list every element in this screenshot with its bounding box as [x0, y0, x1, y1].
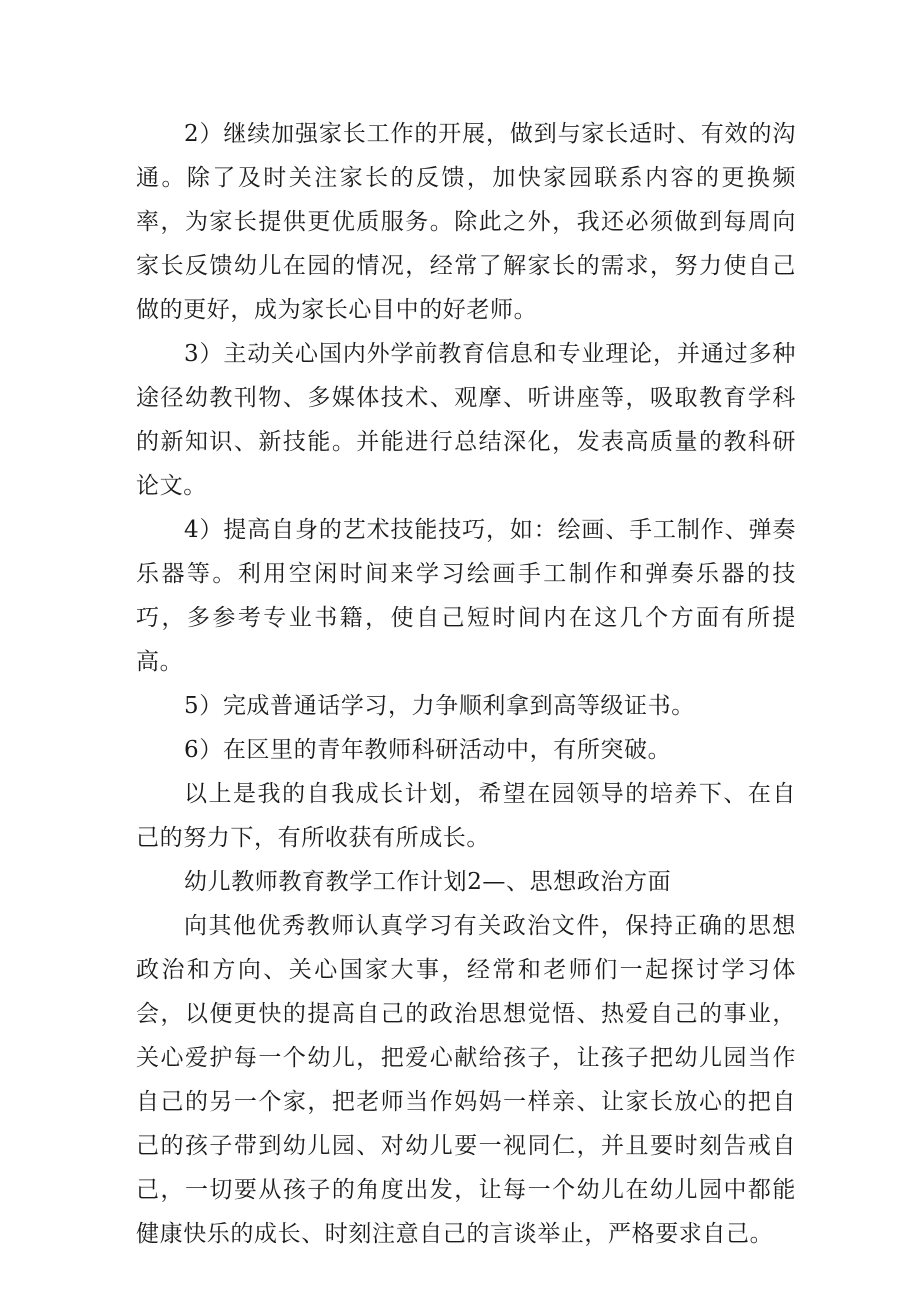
- politics-paragraph: 向其他优秀教师认真学习有关政治文件，保持正确的思想政治和方向、关心国家大事，经常和老师们一起探讨学习体会，以便更快的提高自己的政治思想觉悟、热爱自己的事业，关心爱护每一个幼儿，把爱心献给孩子，让孩子把幼儿园当作自己的另一个家，把老师当作妈妈一样亲、让家长放心的把自己的孩子带到幼儿园、对幼儿要一视同仁，并且要时刻告戒自己，一切要从孩子的角度出发，让每一个幼儿在幼儿园中都能健康快乐的成长、时刻注意自己的言谈举止，严格要求自己。: [136, 913, 796, 1247]
- document-body: [136, 112, 796, 1256]
- paragraph-item-5: 5）完成普通话学习，力争顺利拿到高等级证书。: [184, 693, 695, 719]
- paragraph-item-2: 2）继续加强家长工作的开展，做到与家长适时、有效的沟通。除了及时关注家长的反馈，加快家园联系内容的更换频率，为家长提供更优质服务。除此之外，我还必须做到每周向家长反馈幼儿在园的情况，经常了解家长的需求，努力使自己做的更好，成为家长心目中的好老师。: [136, 121, 796, 323]
- paragraph-item-3: 3）主动关心国内外学前教育信息和专业理论，并通过多种途径幼教刊物、多媒体技术、观摩、听讲座等，吸取教育学科的新知识、新技能。并能进行总结深化，发表高质量的教科研论文。: [136, 341, 796, 499]
- summary-paragraph: 以上是我的自我成长计划，希望在园领导的培养下、在自己的努力下，有所收获有所成长。: [136, 781, 796, 851]
- paragraph-item-6: 6）在区里的青年教师科研活动中，有所突破。: [184, 737, 672, 763]
- paragraph-item-4: 4）提高自身的艺术技能技巧，如：绘画、手工制作、弹奏乐器等。利用空闲时间来学习绘画手工制作和弹奏乐器的技巧，多参考专业书籍，使自己短时间内在这几个方面有所提高。: [136, 517, 796, 675]
- section-heading: 幼儿教师教育教学工作计划2—、思想政治方面: [184, 869, 672, 895]
